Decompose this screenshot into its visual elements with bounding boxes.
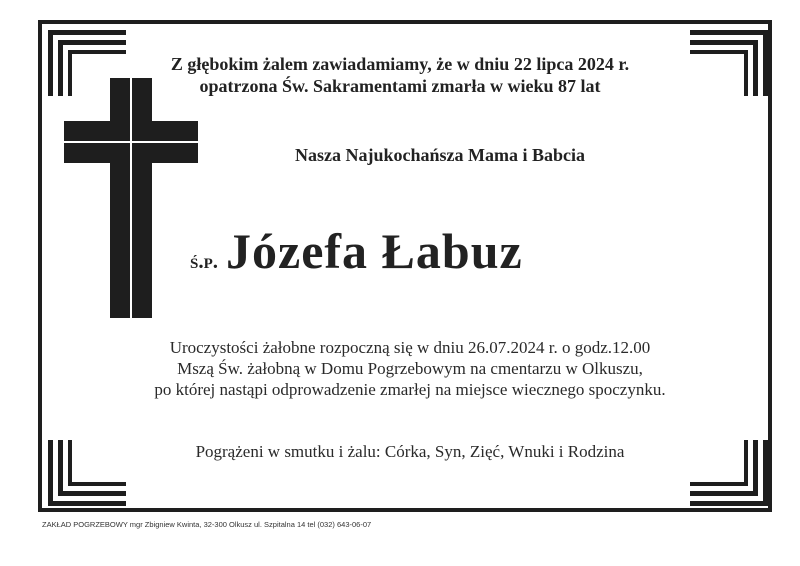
- funeral-home-footer: ZAKŁAD POGRZEBOWY mgr Zbigniew Kwinta, 32-300 Olkusz ul. Szpitalna 14 tel (032) 643-06-07: [42, 520, 372, 529]
- ceremony-line-1: Uroczystości żałobne rozpoczną się w dniu 26.07.2024 r. o godz.12.00: [169, 338, 651, 357]
- corner-ornament-top-right-icon: [690, 30, 768, 96]
- intro-line-2: opatrzona Św. Sakramentami zmarła w wieku 87 lat: [199, 76, 601, 96]
- frame-right-line: [768, 20, 772, 512]
- subtitle: Nasza Najukochańsza Mama i Babcia: [294, 145, 585, 165]
- ceremony-line-2: Mszą Św. żałobną w Domu Pogrzebowym na cmentarzu w Olkuszu,: [177, 359, 643, 378]
- intro-line-1: Z głębokim żalem zawiadamiamy, że w dniu 22 lipca 2024 r.: [170, 54, 630, 74]
- frame-top-line: [38, 20, 772, 24]
- deceased-name-row: [190, 222, 610, 282]
- name-prefix: ś.p.: [190, 249, 219, 273]
- frame-left-line: [38, 20, 42, 512]
- cross-icon: [64, 78, 198, 318]
- deceased-name: Józefa Łabuz: [226, 223, 523, 279]
- ceremony-line-3: po której nastąpi odprowadzenie zmarłej na miejsce wiecznego spoczynku.: [154, 380, 666, 399]
- frame-bottom-line: [38, 508, 772, 512]
- mourners-line: Pogrążeni w smutku i żalu: Córka, Syn, Zięć, Wnuki i Rodzina: [195, 442, 625, 461]
